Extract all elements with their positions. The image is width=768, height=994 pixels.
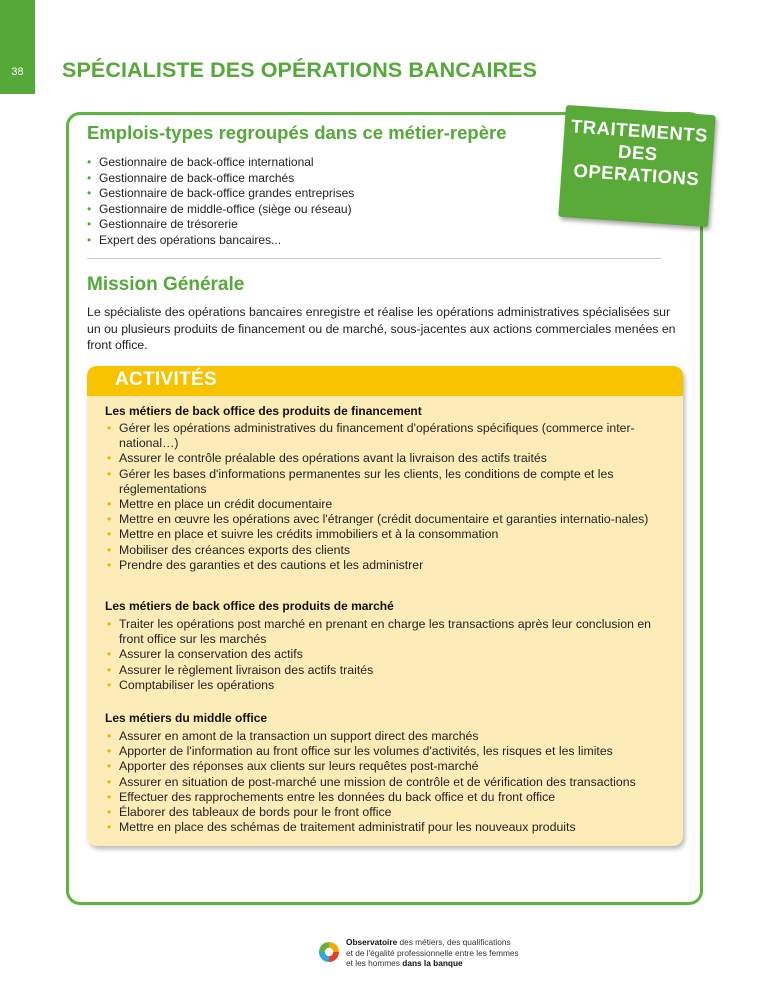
list-item: • Assurer le contrôle préalable des opérations avant la livraison des actifs traités [105, 451, 665, 466]
observatoire-logo-icon [318, 941, 340, 963]
badge-line-1: TRAITEMENTS [570, 115, 709, 146]
list-item: • Mettre en place un crédit documentaire [105, 497, 665, 512]
list-item: • Gestionnaire de back-office international [87, 155, 354, 171]
page-title: SPÉCIALISTE DES OPÉRATIONS BANCAIRES [62, 58, 538, 82]
activites-list-financement [105, 421, 665, 573]
list-item: • Mettre en place des schémas de traitement administratif pour les nouveaux produits [105, 820, 665, 835]
list-item: • Assurer le règlement livraison des actifs traités [105, 663, 665, 678]
list-item: • Mobiliser des créances exports des clients [105, 543, 665, 558]
badge-line-3: OPERATIONS [572, 159, 700, 190]
list-item: • Expert des opérations bancaires... [87, 233, 354, 249]
emplois-list [87, 155, 354, 249]
section-title-financement: Les métiers de back office des produits de financement [105, 404, 422, 418]
emplois-title: Emplois-types regroupés dans ce métier-repère [87, 122, 507, 143]
footer-bold-3: dans la banque [402, 958, 463, 968]
list-item: • Gérer les bases d'informations permanentes sur les clients, les conditions de compte et les réglementations [105, 467, 665, 497]
list-item: • Assurer la conservation des actifs [105, 647, 665, 662]
footer-text [346, 937, 546, 969]
footer-text-1: des métiers, des qualifications [397, 937, 511, 947]
list-item: • Assurer en amont de la transaction un support direct des marchés [105, 729, 665, 744]
list-item: • Comptabiliser les opérations [105, 678, 665, 693]
list-item: • Gestionnaire de back-office marchés [87, 171, 354, 187]
activites-list-marche [105, 617, 665, 693]
list-item: • Effectuer des rapprochements entre les données du back office et du front office [105, 790, 665, 805]
section-title-middle-office: Les métiers du middle office [105, 711, 268, 725]
list-item: • Assurer en situation de post-marché une mission de contrôle et de vérification des transactions [105, 775, 665, 790]
list-item: • Gestionnaire de back-office grandes entreprises [87, 186, 354, 202]
section-divider [87, 258, 661, 259]
list-item: • Gestionnaire de trésorerie [87, 217, 354, 233]
list-item: • Gestionnaire de middle-office (siège ou réseau) [87, 202, 354, 218]
category-badge [558, 105, 715, 227]
activites-title: ACTIVITÉS [115, 369, 217, 390]
activites-list-middle-office [105, 729, 665, 835]
mission-title: Mission Générale [87, 274, 245, 295]
footer-text-3: et les hommes [346, 958, 403, 968]
list-item: • Prendre des garanties et des cautions et les administrer [105, 558, 665, 573]
list-item: • Élaborer des tableaux de bords pour le front office [105, 805, 665, 820]
list-item: • Mettre en place et suivre les crédits immobiliers et à la consommation [105, 527, 665, 542]
list-item: • Apporter de l'information au front office sur les volumes d'activités, les risques et les limites [105, 744, 665, 759]
section-title-marche: Les métiers de back office des produits de marché [105, 599, 394, 613]
badge-line-2: DES [617, 140, 659, 165]
list-item: • Gérer les opérations administratives du financement d'opérations spécifiques (commerce inter-national…) [105, 421, 665, 451]
list-item: • Apporter des réponses aux clients sur leurs requêtes post-marché [105, 759, 665, 774]
page-number: 38 [11, 66, 24, 78]
page-side-tab [0, 0, 35, 94]
list-item: • Mettre en œuvre les opérations avec l'étranger (crédit documentaire et garanties internatio-nales) [105, 512, 665, 527]
list-item: • Traiter les opérations post marché en prenant en charge les transactions après leur conclusion en front office sur les marchés [105, 617, 665, 647]
mission-text: Le spécialiste des opérations bancaires enregistre et réalise les opérations administratives spécialisées sur un ou plusieurs produits de financement ou de marché, sous-jacentes aux actions commerciales menées en front office. [87, 305, 676, 352]
footer-bold-1: Observatoire [346, 937, 398, 947]
footer-line-2: et de l'égalité professionnelle entre les femmes [346, 947, 519, 958]
